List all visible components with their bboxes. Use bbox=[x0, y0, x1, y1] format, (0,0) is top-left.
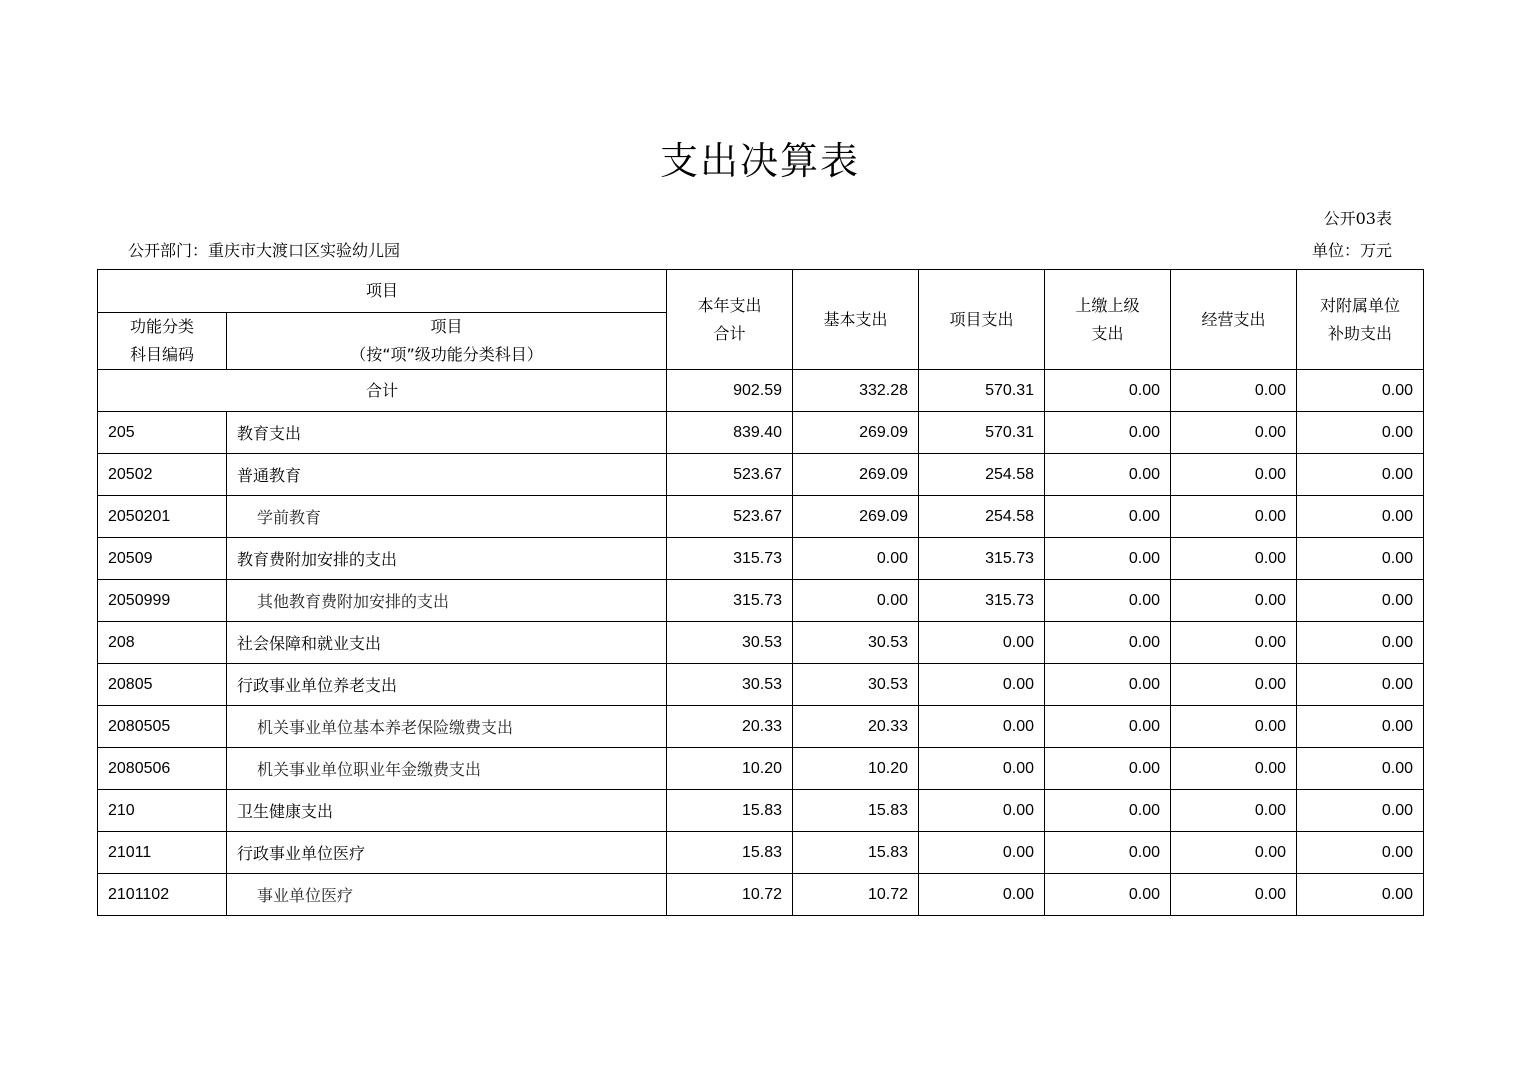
total-value: 0.00 bbox=[1171, 370, 1297, 412]
header-basic: 基本支出 bbox=[793, 270, 919, 370]
row-value: 0.00 bbox=[919, 832, 1045, 874]
total-value: 332.28 bbox=[793, 370, 919, 412]
row-code: 20805 bbox=[98, 664, 227, 706]
row-value: 0.00 bbox=[919, 748, 1045, 790]
row-code: 2080506 bbox=[98, 748, 227, 790]
row-code: 208 bbox=[98, 622, 227, 664]
row-value: 0.00 bbox=[1171, 748, 1297, 790]
row-value: 20.33 bbox=[793, 706, 919, 748]
total-value: 570.31 bbox=[919, 370, 1045, 412]
row-value: 0.00 bbox=[1171, 580, 1297, 622]
row-value: 0.00 bbox=[919, 664, 1045, 706]
total-label: 合计 bbox=[98, 370, 667, 412]
row-value: 0.00 bbox=[1171, 874, 1297, 916]
row-value: 0.00 bbox=[1297, 790, 1424, 832]
row-value: 0.00 bbox=[1171, 496, 1297, 538]
row-value: 0.00 bbox=[1045, 664, 1171, 706]
row-value: 0.00 bbox=[1297, 622, 1424, 664]
row-value: 570.31 bbox=[919, 412, 1045, 454]
row-value: 523.67 bbox=[667, 496, 793, 538]
row-value: 0.00 bbox=[919, 874, 1045, 916]
header-item-group: 项目 bbox=[98, 270, 667, 313]
row-value: 269.09 bbox=[793, 496, 919, 538]
header-business: 经营支出 bbox=[1171, 270, 1297, 370]
row-value: 839.40 bbox=[667, 412, 793, 454]
row-value: 254.58 bbox=[919, 454, 1045, 496]
row-value: 0.00 bbox=[919, 706, 1045, 748]
row-value: 254.58 bbox=[919, 496, 1045, 538]
row-value: 0.00 bbox=[793, 538, 919, 580]
row-code: 210 bbox=[98, 790, 227, 832]
header-func-code: 功能分类 科目编码 bbox=[98, 313, 227, 370]
row-value: 20.33 bbox=[667, 706, 793, 748]
row-value: 15.83 bbox=[793, 790, 919, 832]
table-row bbox=[98, 874, 1424, 916]
table-row bbox=[98, 538, 1424, 580]
department-label: 公开部门：重庆市大渡口区实验幼儿园 bbox=[128, 241, 401, 260]
row-code: 2050201 bbox=[98, 496, 227, 538]
row-code: 2080505 bbox=[98, 706, 227, 748]
row-value: 0.00 bbox=[1045, 580, 1171, 622]
table-row bbox=[98, 580, 1424, 622]
table-row bbox=[98, 664, 1424, 706]
row-value: 15.83 bbox=[793, 832, 919, 874]
row-value: 0.00 bbox=[1171, 454, 1297, 496]
table-row bbox=[98, 706, 1424, 748]
row-name: 普通教育 bbox=[227, 454, 667, 496]
row-name: 教育支出 bbox=[227, 412, 667, 454]
row-name: 行政事业单位养老支出 bbox=[227, 664, 667, 706]
row-value: 10.72 bbox=[793, 874, 919, 916]
header-upper: 上缴上级 支出 bbox=[1045, 270, 1171, 370]
row-value: 0.00 bbox=[1045, 412, 1171, 454]
row-value: 0.00 bbox=[919, 622, 1045, 664]
row-value: 30.53 bbox=[667, 664, 793, 706]
row-code: 20509 bbox=[98, 538, 227, 580]
row-value: 30.53 bbox=[793, 664, 919, 706]
row-value: 0.00 bbox=[1297, 538, 1424, 580]
row-value: 269.09 bbox=[793, 412, 919, 454]
header-subsidy: 对附属单位 补助支出 bbox=[1297, 270, 1424, 370]
row-value: 315.73 bbox=[919, 580, 1045, 622]
row-value: 315.73 bbox=[919, 538, 1045, 580]
row-value: 523.67 bbox=[667, 454, 793, 496]
row-name: 社会保障和就业支出 bbox=[227, 622, 667, 664]
row-value: 0.00 bbox=[1045, 454, 1171, 496]
row-code: 21011 bbox=[98, 832, 227, 874]
row-value: 0.00 bbox=[1045, 538, 1171, 580]
table-row bbox=[98, 790, 1424, 832]
row-value: 0.00 bbox=[1297, 580, 1424, 622]
row-name: 机关事业单位职业年金缴费支出 bbox=[227, 748, 667, 790]
table-row bbox=[98, 454, 1424, 496]
row-value: 10.20 bbox=[667, 748, 793, 790]
row-value: 0.00 bbox=[1297, 874, 1424, 916]
total-value: 0.00 bbox=[1297, 370, 1424, 412]
row-value: 0.00 bbox=[1045, 748, 1171, 790]
header-item: 项目 （按“项”级功能分类科目） bbox=[227, 313, 667, 370]
row-value: 0.00 bbox=[1297, 454, 1424, 496]
header-project: 项目支出 bbox=[919, 270, 1045, 370]
row-name: 事业单位医疗 bbox=[227, 874, 667, 916]
row-name: 机关事业单位基本养老保险缴费支出 bbox=[227, 706, 667, 748]
row-value: 10.72 bbox=[667, 874, 793, 916]
row-value: 0.00 bbox=[1297, 496, 1424, 538]
row-value: 0.00 bbox=[1045, 496, 1171, 538]
table-row bbox=[98, 748, 1424, 790]
row-value: 0.00 bbox=[1045, 874, 1171, 916]
table-row bbox=[98, 496, 1424, 538]
row-value: 269.09 bbox=[793, 454, 919, 496]
row-value: 0.00 bbox=[1171, 790, 1297, 832]
table-row bbox=[98, 832, 1424, 874]
row-value: 0.00 bbox=[1171, 706, 1297, 748]
row-name: 教育费附加安排的支出 bbox=[227, 538, 667, 580]
row-code: 20502 bbox=[98, 454, 227, 496]
row-value: 0.00 bbox=[1171, 538, 1297, 580]
row-value: 0.00 bbox=[1045, 832, 1171, 874]
row-code: 205 bbox=[98, 412, 227, 454]
row-value: 0.00 bbox=[1045, 706, 1171, 748]
row-value: 15.83 bbox=[667, 832, 793, 874]
row-value: 0.00 bbox=[1171, 622, 1297, 664]
header-total: 本年支出 合计 bbox=[667, 270, 793, 370]
row-value: 0.00 bbox=[1171, 664, 1297, 706]
row-value: 0.00 bbox=[1171, 412, 1297, 454]
row-value: 10.20 bbox=[793, 748, 919, 790]
row-value: 0.00 bbox=[1297, 664, 1424, 706]
row-name: 学前教育 bbox=[227, 496, 667, 538]
table-row bbox=[98, 622, 1424, 664]
expenditure-table bbox=[97, 269, 1424, 916]
row-code: 2101102 bbox=[98, 874, 227, 916]
unit-label: 单位：万元 bbox=[1311, 241, 1392, 260]
row-value: 30.53 bbox=[793, 622, 919, 664]
row-value: 0.00 bbox=[1297, 748, 1424, 790]
row-value: 0.00 bbox=[793, 580, 919, 622]
row-value: 0.00 bbox=[1297, 706, 1424, 748]
row-value: 0.00 bbox=[1045, 622, 1171, 664]
page-title: 支出决算表 bbox=[659, 139, 860, 183]
row-name: 行政事业单位医疗 bbox=[227, 832, 667, 874]
total-row bbox=[98, 370, 1424, 412]
table-row bbox=[98, 412, 1424, 454]
row-value: 30.53 bbox=[667, 622, 793, 664]
table-number: 公开03表 bbox=[1323, 209, 1392, 228]
row-value: 315.73 bbox=[667, 580, 793, 622]
row-code: 2050999 bbox=[98, 580, 227, 622]
row-value: 0.00 bbox=[1297, 412, 1424, 454]
row-value: 0.00 bbox=[1297, 832, 1424, 874]
total-value: 0.00 bbox=[1045, 370, 1171, 412]
row-value: 0.00 bbox=[919, 790, 1045, 832]
row-name: 其他教育费附加安排的支出 bbox=[227, 580, 667, 622]
row-name: 卫生健康支出 bbox=[227, 790, 667, 832]
row-value: 315.73 bbox=[667, 538, 793, 580]
total-value: 902.59 bbox=[667, 370, 793, 412]
row-value: 0.00 bbox=[1171, 832, 1297, 874]
row-value: 15.83 bbox=[667, 790, 793, 832]
row-value: 0.00 bbox=[1045, 790, 1171, 832]
